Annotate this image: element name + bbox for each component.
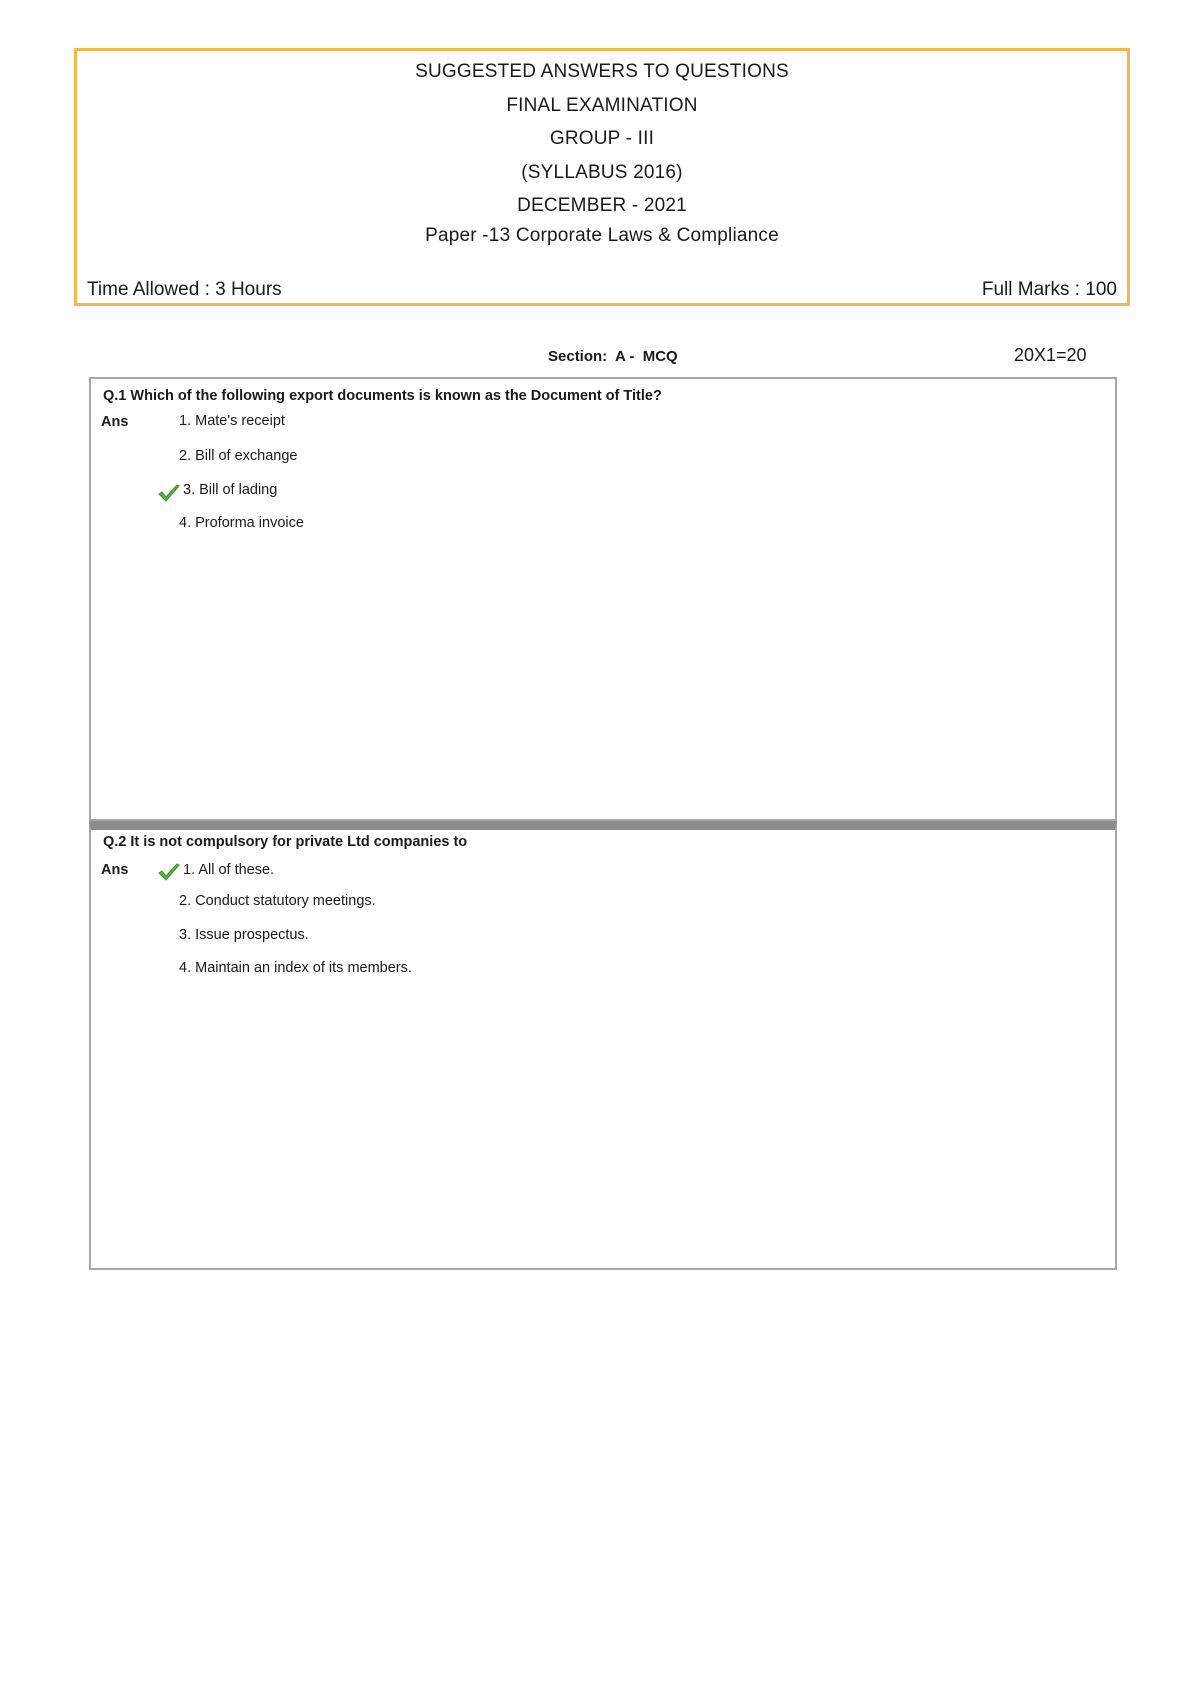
question-2-box bbox=[89, 821, 1117, 1270]
header-session: DECEMBER - 2021 bbox=[517, 195, 687, 216]
header-group: GROUP - III bbox=[549, 128, 655, 149]
header-exam-name: FINAL EXAMINATION bbox=[506, 95, 698, 116]
question-1-option-1: 1. Mate's receipt bbox=[179, 413, 285, 429]
check-mark-icon bbox=[157, 483, 181, 503]
time-allowed: Time Allowed : 3 Hours bbox=[87, 279, 282, 300]
question-1-option-3: 3. Bill of lading bbox=[183, 482, 278, 498]
full-marks: Full Marks : 100 bbox=[981, 279, 1117, 300]
header-paper: Paper -13 Corporate Laws & Compliance bbox=[425, 225, 779, 246]
question-1-ans-label: Ans bbox=[101, 414, 129, 430]
question-1-option-2: 2. Bill of exchange bbox=[179, 448, 298, 464]
check-mark-icon bbox=[157, 862, 181, 882]
question-1-box bbox=[89, 377, 1117, 821]
header-title: SUGGESTED ANSWERS TO QUESTIONS bbox=[415, 61, 789, 82]
question-2-ans-label: Ans bbox=[101, 862, 129, 878]
question-2-option-3: 3. Issue prospectus. bbox=[179, 927, 309, 943]
header-syllabus: (SYLLABUS 2016) bbox=[521, 162, 683, 183]
question-2-option-2: 2. Conduct statutory meetings. bbox=[179, 893, 376, 909]
exam-header-box bbox=[74, 48, 1130, 306]
question-1-option-4: 4. Proforma invoice bbox=[179, 515, 304, 531]
section-marks: 20X1=20 bbox=[1014, 345, 1087, 365]
section-label: Section: A - MCQ bbox=[548, 348, 678, 365]
question-2-option-1: 1. All of these. bbox=[183, 862, 275, 878]
question-2-title: Q.2 It is not compulsory for private Ltd companies to bbox=[103, 834, 468, 850]
question-1-title: Q.1 Which of the following export documents is known as the Document of Title? bbox=[103, 388, 662, 404]
question-2-option-4: 4. Maintain an index of its members. bbox=[179, 960, 412, 976]
